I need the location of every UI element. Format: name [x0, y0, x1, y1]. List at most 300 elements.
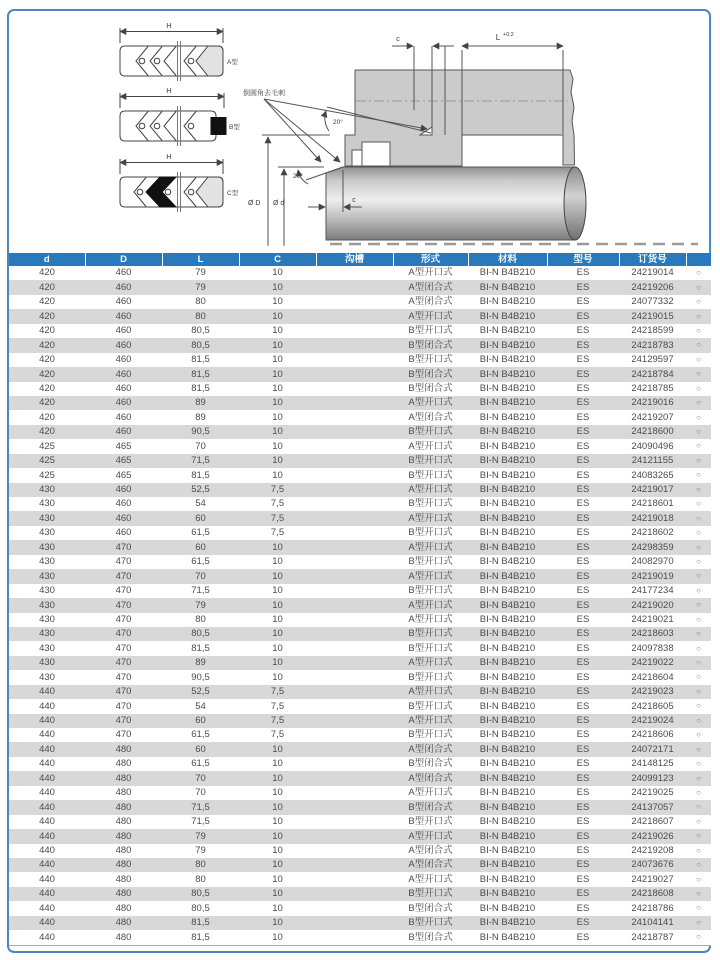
cell-订货号: 24137057: [631, 801, 674, 813]
cell-订货号: 24073676: [631, 859, 674, 871]
seal-b-label: B型: [229, 124, 240, 131]
table-row: [9, 309, 711, 323]
cell-沟槽: [316, 526, 393, 540]
cell-C: 10: [272, 758, 283, 770]
table-row: [9, 338, 711, 352]
cell-沟槽: [316, 280, 393, 294]
cell-形式: B型开口式: [408, 426, 453, 438]
column-header-availability: [686, 253, 711, 266]
cell-订货号: 24090496: [631, 440, 674, 452]
cell-沟槽: [316, 916, 393, 930]
cell-C: 10: [272, 801, 283, 813]
table-row: [9, 844, 711, 858]
cell-availability: ○: [696, 282, 701, 292]
cell-C: 10: [272, 440, 283, 452]
cell-形式: B型开口式: [408, 455, 453, 467]
cell-材料: BI-N B4B210: [479, 512, 536, 524]
cell-材料: BI-N B4B210: [479, 917, 536, 929]
cell-材料: BI-N B4B210: [479, 267, 536, 279]
cell-材料: BI-N B4B210: [479, 368, 536, 380]
cell-d: 440: [39, 787, 55, 799]
dim-D-label: Ø D: [248, 200, 261, 207]
cell-形式: B型开口式: [408, 469, 453, 481]
cell-C: 10: [272, 642, 283, 654]
cell-型号: ES: [576, 859, 590, 871]
cell-订货号: 24129597: [631, 354, 674, 366]
cell-型号: ES: [576, 411, 590, 423]
cell-型号: ES: [576, 325, 590, 337]
cell-D: 460: [115, 426, 132, 438]
cell-形式: B型开口式: [408, 354, 453, 366]
table-row: [9, 872, 711, 886]
cell-材料: BI-N B4B210: [479, 801, 536, 813]
cell-型号: ES: [576, 642, 590, 654]
cell-沟槽: [316, 656, 393, 670]
cell-D: 480: [115, 917, 132, 929]
cell-形式: B型开口式: [408, 325, 453, 337]
column-header-材料: 材料: [468, 253, 547, 266]
seal-c-label: C型: [227, 190, 239, 197]
cell-availability: ○: [696, 759, 701, 769]
cell-L: 80,5: [191, 628, 210, 640]
cell-availability: ○: [696, 744, 701, 754]
cell-L: 60: [195, 743, 206, 755]
cell-型号: ES: [576, 296, 590, 308]
cell-型号: ES: [576, 931, 590, 943]
dim-c-bottom-label: c: [352, 197, 356, 204]
cell-沟槽: [316, 858, 393, 872]
cell-沟槽: [316, 425, 393, 439]
cell-d: 440: [39, 772, 55, 784]
cell-订货号: 24219207: [631, 411, 674, 423]
table-row: [9, 425, 711, 439]
cell-D: 460: [115, 498, 132, 510]
cell-订货号: 24218604: [631, 671, 674, 683]
cell-D: 470: [115, 657, 132, 669]
cell-材料: BI-N B4B210: [479, 426, 536, 438]
cell-型号: ES: [576, 469, 590, 481]
cell-型号: ES: [576, 484, 590, 496]
dim-h-label-b: H: [166, 86, 172, 95]
cell-形式: A型开口式: [408, 512, 453, 524]
cell-L: 71,5: [191, 585, 210, 597]
cell-型号: ES: [576, 686, 590, 698]
cell-L: 61,5: [191, 556, 210, 568]
cell-订货号: 24219017: [631, 484, 674, 496]
cell-订货号: 24218599: [631, 325, 674, 337]
cell-C: 10: [272, 859, 283, 871]
cell-d: 440: [39, 801, 55, 813]
cell-L: 89: [195, 411, 206, 423]
cell-形式: B型闭合式: [408, 801, 453, 813]
cell-型号: ES: [576, 354, 590, 366]
cell-availability: ○: [696, 455, 701, 465]
cell-d: 430: [39, 657, 55, 669]
cell-L: 81,5: [191, 368, 210, 380]
cell-availability: ○: [696, 311, 701, 321]
cell-订货号: 24298359: [631, 541, 674, 553]
table-row: [9, 930, 711, 945]
cell-沟槽: [316, 540, 393, 554]
cell-沟槽: [316, 771, 393, 785]
cell-availability: ○: [696, 484, 701, 494]
cell-材料: BI-N B4B210: [479, 715, 536, 727]
cell-形式: B型闭合式: [408, 758, 453, 770]
cell-材料: BI-N B4B210: [479, 873, 536, 885]
cell-D: 460: [115, 339, 132, 351]
cell-型号: ES: [576, 628, 590, 640]
cell-L: 60: [195, 715, 206, 727]
cell-D: 480: [115, 902, 132, 914]
table-row: [9, 815, 711, 829]
seal-b-end-ring: [211, 118, 226, 135]
table-row: [9, 280, 711, 294]
cell-材料: BI-N B4B210: [479, 844, 536, 856]
cell-材料: BI-N B4B210: [479, 397, 536, 409]
cell-D: 470: [115, 686, 132, 698]
table-row: [9, 613, 711, 627]
cell-availability: ○: [696, 686, 701, 696]
cell-D: 460: [115, 512, 132, 524]
cell-订货号: 24219016: [631, 397, 674, 409]
cell-型号: ES: [576, 512, 590, 524]
cell-订货号: 24218600: [631, 426, 674, 438]
table-row: [9, 324, 711, 338]
cell-d: 440: [39, 686, 55, 698]
cell-形式: A型开口式: [408, 541, 453, 553]
cell-订货号: 24219027: [631, 873, 674, 885]
cell-L: 61,5: [191, 729, 210, 741]
cell-形式: B型闭合式: [408, 382, 453, 394]
cell-材料: BI-N B4B210: [479, 325, 536, 337]
cell-L: 70: [195, 787, 206, 799]
cell-沟槽: [316, 454, 393, 468]
cell-型号: ES: [576, 801, 590, 813]
cell-C: 7,5: [270, 498, 285, 510]
table-row: [9, 569, 711, 583]
seal-diagram-b: [120, 86, 240, 146]
cell-材料: BI-N B4B210: [479, 339, 536, 351]
cell-availability: ○: [696, 917, 701, 927]
cell-d: 420: [39, 296, 55, 308]
cell-订货号: 24218605: [631, 700, 674, 712]
cell-availability: ○: [696, 903, 701, 913]
cell-材料: BI-N B4B210: [479, 729, 536, 741]
cell-材料: BI-N B4B210: [479, 455, 536, 467]
cell-型号: ES: [576, 844, 590, 856]
table-row: [9, 916, 711, 930]
cell-D: 460: [115, 411, 132, 423]
cell-d: 420: [39, 325, 55, 337]
cell-C: 10: [272, 455, 283, 467]
cell-形式: A型开口式: [408, 830, 453, 842]
cell-沟槽: [316, 728, 393, 742]
cell-d: 440: [39, 758, 55, 770]
angle-top-label: 20°: [333, 119, 343, 126]
cell-D: 470: [115, 628, 132, 640]
cell-形式: B型开口式: [408, 527, 453, 539]
cell-型号: ES: [576, 281, 590, 293]
cell-形式: B型闭合式: [408, 368, 453, 380]
cell-availability: ○: [696, 860, 701, 870]
cell-D: 460: [115, 267, 132, 279]
cell-材料: BI-N B4B210: [479, 585, 536, 597]
cell-型号: ES: [576, 527, 590, 539]
cell-型号: ES: [576, 397, 590, 409]
cell-availability: ○: [696, 528, 701, 538]
table-row: [9, 598, 711, 612]
cell-型号: ES: [576, 816, 590, 828]
column-header-形式: 形式: [393, 253, 468, 266]
cell-沟槽: [316, 757, 393, 771]
cell-C: 10: [272, 411, 283, 423]
cell-d: 430: [39, 585, 55, 597]
cell-C: 10: [272, 931, 283, 943]
cell-沟槽: [316, 685, 393, 699]
cell-沟槽: [316, 338, 393, 352]
cell-availability: ○: [696, 585, 701, 595]
cell-型号: ES: [576, 671, 590, 683]
table-row: [9, 829, 711, 843]
cell-材料: BI-N B4B210: [479, 498, 536, 510]
cell-d: 440: [39, 917, 55, 929]
cell-L: 80,5: [191, 339, 210, 351]
cell-材料: BI-N B4B210: [479, 469, 536, 481]
cell-材料: BI-N B4B210: [479, 411, 536, 423]
column-header-D: D: [85, 253, 162, 266]
cell-D: 470: [115, 642, 132, 654]
cross-section-drawing: [243, 32, 698, 246]
cell-订货号: 24218606: [631, 729, 674, 741]
cell-L: 80,5: [191, 888, 210, 900]
cell-材料: BI-N B4B210: [479, 642, 536, 654]
cell-d: 430: [39, 570, 55, 582]
cell-availability: ○: [696, 297, 701, 307]
seal-diagram-a: [120, 21, 238, 81]
spec-table-body: [9, 266, 711, 945]
cell-L: 90,5: [191, 671, 210, 683]
cell-L: 70: [195, 570, 206, 582]
table-row: [9, 757, 711, 771]
cell-订货号: 24219018: [631, 512, 674, 524]
cell-availability: ○: [696, 325, 701, 335]
table-row: [9, 641, 711, 655]
cell-订货号: 24218785: [631, 382, 674, 394]
cell-d: 425: [39, 469, 55, 481]
cell-沟槽: [316, 324, 393, 338]
cell-形式: A型开口式: [408, 613, 453, 625]
cell-材料: BI-N B4B210: [479, 310, 536, 322]
cell-型号: ES: [576, 599, 590, 611]
cell-型号: ES: [576, 498, 590, 510]
cell-D: 470: [115, 541, 132, 553]
cell-形式: B型开口式: [408, 917, 453, 929]
cell-availability: ○: [696, 614, 701, 624]
cell-D: 470: [115, 671, 132, 683]
cell-D: 480: [115, 816, 132, 828]
cell-沟槽: [316, 844, 393, 858]
cell-C: 10: [272, 844, 283, 856]
cell-D: 470: [115, 613, 132, 625]
cell-形式: B型开口式: [408, 671, 453, 683]
table-row: [9, 295, 711, 309]
cell-d: 420: [39, 426, 55, 438]
cell-沟槽: [316, 872, 393, 886]
cell-型号: ES: [576, 830, 590, 842]
cell-D: 480: [115, 873, 132, 885]
cell-L: 81,5: [191, 917, 210, 929]
seal-a-label: A型: [227, 59, 238, 66]
cell-d: 440: [39, 931, 55, 943]
cell-订货号: 24219023: [631, 686, 674, 698]
cell-d: 430: [39, 642, 55, 654]
cell-d: 440: [39, 715, 55, 727]
cell-L: 71,5: [191, 455, 210, 467]
cell-d: 440: [39, 830, 55, 842]
cell-材料: BI-N B4B210: [479, 700, 536, 712]
cell-型号: ES: [576, 339, 590, 351]
cell-订货号: 24219026: [631, 830, 674, 842]
cell-availability: ○: [696, 600, 701, 610]
cell-材料: BI-N B4B210: [479, 931, 536, 943]
cell-型号: ES: [576, 888, 590, 900]
cell-L: 60: [195, 512, 206, 524]
dim-d-label: Ø d: [273, 200, 285, 207]
cell-D: 465: [115, 469, 132, 481]
table-row: [9, 685, 711, 699]
cell-形式: A型闭合式: [408, 281, 453, 293]
cell-订货号: 24218601: [631, 498, 674, 510]
cell-availability: ○: [696, 412, 701, 422]
cell-材料: BI-N B4B210: [479, 281, 536, 293]
cell-availability: ○: [696, 369, 701, 379]
cell-L: 79: [195, 281, 206, 293]
cell-型号: ES: [576, 758, 590, 770]
table-row: [9, 627, 711, 641]
cell-L: 70: [195, 440, 206, 452]
cell-C: 7,5: [270, 715, 285, 727]
cell-d: 440: [39, 888, 55, 900]
cell-订货号: 24148125: [631, 758, 674, 770]
table-row: [9, 511, 711, 525]
cell-L: 80: [195, 613, 206, 625]
cell-d: 420: [39, 281, 55, 293]
cell-沟槽: [316, 829, 393, 843]
cell-C: 10: [272, 671, 283, 683]
cell-L: 81,5: [191, 382, 210, 394]
cell-D: 470: [115, 599, 132, 611]
cell-C: 10: [272, 325, 283, 337]
cell-L: 70: [195, 772, 206, 784]
cell-沟槽: [316, 439, 393, 453]
cell-形式: B型开口式: [408, 888, 453, 900]
cell-型号: ES: [576, 455, 590, 467]
cell-C: 10: [272, 267, 283, 279]
cell-d: 440: [39, 743, 55, 755]
cell-形式: B型闭合式: [408, 931, 453, 943]
cell-材料: BI-N B4B210: [479, 440, 536, 452]
cell-订货号: 24072171: [631, 743, 674, 755]
cell-d: 430: [39, 599, 55, 611]
cell-C: 10: [272, 469, 283, 481]
cell-型号: ES: [576, 787, 590, 799]
cell-形式: A型开口式: [408, 787, 453, 799]
cell-型号: ES: [576, 585, 590, 597]
cell-C: 10: [272, 657, 283, 669]
cell-D: 460: [115, 281, 132, 293]
cell-availability: ○: [696, 701, 701, 711]
cell-C: 7,5: [270, 729, 285, 741]
cell-D: 460: [115, 354, 132, 366]
cell-d: 430: [39, 556, 55, 568]
cell-订货号: 24219019: [631, 570, 674, 582]
cell-订货号: 24219206: [631, 281, 674, 293]
table-row: [9, 901, 711, 915]
cell-C: 7,5: [270, 686, 285, 698]
cell-D: 470: [115, 700, 132, 712]
cell-形式: B型开口式: [408, 498, 453, 510]
cell-d: 420: [39, 397, 55, 409]
cell-材料: BI-N B4B210: [479, 816, 536, 828]
cell-L: 71,5: [191, 816, 210, 828]
cell-沟槽: [316, 309, 393, 323]
cell-订货号: 24121155: [631, 455, 674, 467]
cell-L: 52,5: [191, 686, 210, 698]
cell-型号: ES: [576, 613, 590, 625]
cell-d: 430: [39, 671, 55, 683]
cell-L: 54: [195, 498, 206, 510]
cell-沟槽: [316, 627, 393, 641]
cell-型号: ES: [576, 426, 590, 438]
cell-availability: ○: [696, 787, 701, 797]
cell-availability: ○: [696, 499, 701, 509]
cell-材料: BI-N B4B210: [479, 628, 536, 640]
cell-材料: BI-N B4B210: [479, 758, 536, 770]
cell-D: 460: [115, 527, 132, 539]
cell-D: 480: [115, 787, 132, 799]
seal-diagram-c: [120, 152, 239, 212]
table-row: [9, 526, 711, 540]
cell-d: 420: [39, 339, 55, 351]
cell-D: 470: [115, 729, 132, 741]
cell-型号: ES: [576, 715, 590, 727]
cell-d: 430: [39, 628, 55, 640]
cell-形式: A型开口式: [408, 873, 453, 885]
table-row: [9, 353, 711, 367]
cell-材料: BI-N B4B210: [479, 902, 536, 914]
cell-L: 54: [195, 700, 206, 712]
cell-D: 465: [115, 455, 132, 467]
cell-型号: ES: [576, 267, 590, 279]
cell-形式: B型开口式: [408, 816, 453, 828]
cell-沟槽: [316, 887, 393, 901]
table-row: [9, 714, 711, 728]
cell-订货号: 24083265: [631, 469, 674, 481]
cell-沟槽: [316, 786, 393, 800]
table-row: [9, 555, 711, 569]
cell-形式: B型开口式: [408, 628, 453, 640]
column-header-L: L: [162, 253, 239, 266]
cell-availability: ○: [696, 470, 701, 480]
cell-沟槽: [316, 353, 393, 367]
cell-材料: BI-N B4B210: [479, 671, 536, 683]
cell-型号: ES: [576, 657, 590, 669]
cell-availability: ○: [696, 672, 701, 682]
cell-C: 10: [272, 310, 283, 322]
cell-d: 440: [39, 902, 55, 914]
cell-D: 460: [115, 397, 132, 409]
cell-availability: ○: [696, 268, 701, 278]
